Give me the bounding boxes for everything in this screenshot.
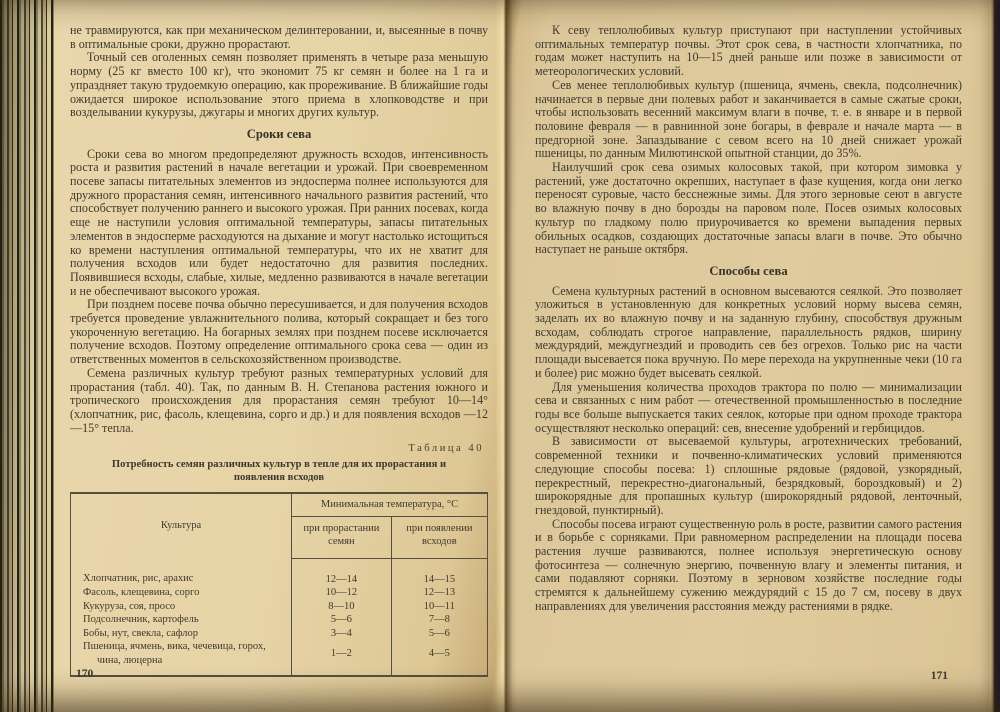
- table-number-label: Таблица 40: [408, 443, 484, 455]
- paragraph: Сев менее теплолюбивых культур (пшеница, ячмень, свекла, подсолнечник) начинается в первые дни полевых работ и заканчивается в самые сжатые сроки, чтобы использовать весенний максимум влаги в почве, т. е. в январе и в первой половине февраля — в равнинной зоне богары, в феврале и начале марта — в предгорной зоне. Запаздывание с севом всего на 10 дней снижает урожай пшеницы, по данным Милютинской опытной станции, до 35%.: [535, 77, 962, 161]
- table-row: [71, 586, 488, 600]
- cell-emergence: 7—8: [428, 614, 450, 626]
- paragraph: Для уменьшения количества проходов трактора по полю — минимализации сева и связанных с ним работ — отечественной промышленностью в последние годы все больше выпускается таких сеялок, которые при одном проходе трактора осуществляют несколько операций: сев, внесение удобрений и гербицидов.: [535, 379, 962, 435]
- table-row: [71, 613, 488, 627]
- section-heading-sposoby-seva: Способы сева: [709, 263, 788, 278]
- paragraph: Точный сев оголенных семян позволяет применять в четыре раза меньшую норму (25 кг вместо 100 кг), что экономит 75 кг семян и более на 1 га и упраздняет такую трудоемкую операцию, как прореживание. В ближайшие годы ожидается широкое использование этого приема в хлопководстве и при возделывании кукурузы, джугары и многих других культур.: [70, 50, 488, 120]
- table-row: [71, 627, 488, 641]
- cell-culture: Пшеница, ячмень, вика, чечевица, горох, чина, люцерна: [71, 640, 292, 676]
- section-heading-sroki-seva: Сроки сева: [246, 126, 312, 141]
- table-header-row: [71, 493, 488, 516]
- cell-emergence: 14—15: [423, 573, 456, 585]
- paragraph: Семена культурных растений в основном высеваются сеялкой. Это позволяет уложиться в установленную для конкретных условий норму высева семян, заделать их во влажную почву и на заданную глубину, способствуя дружным всходам, соблюдать строгое направление, параллельность рядков, ширину междурядий, междугнездий и проводить сев без огрехов. Только рис на части площади высевается пока вручную. По мере перехода на укрупненные чеки (10 га и более) рис можно будет высевать сеялкой.: [535, 283, 962, 380]
- cell-culture: Хлопчатник, рис, арахис: [71, 558, 292, 586]
- cell-germination: 10—12: [292, 586, 392, 600]
- cell-culture: Подсолнечник, картофель: [71, 613, 292, 627]
- cell-emergence: 4—5: [428, 647, 450, 659]
- paragraph: не травмируются, как при механическом делинтеровании, и, высеянные в почву в оптимальные сроки, дружно прорастают.: [70, 23, 488, 51]
- column-header-germination: при прорастании семян: [292, 516, 392, 558]
- book-cover-edge: [990, 0, 1000, 712]
- cell-germination: 5—6: [292, 613, 392, 627]
- paragraph: Способы посева играют существенную роль в росте, развитии самого растения и в борьбе с сорняками. При равномерном распределении на площади посева растения лучше развиваются, полнее используя энергетическую основу фотосинтеза — солнечную энергию, почвенную влагу и элементы питания, и сами подавляют сорняки. Поэтому в зерновом хозяйстве последние годы стремятся к дальнейшему сужению междурядий с 15 до 7 см, посеву в двух направлениях для увеличения расстояния между растениями в рядке.: [535, 516, 962, 613]
- paragraph: В зависимости от высеваемой культуры, агротехнических требований, современной техники и почвенно-климатических условий применяются следующие способы посева: 1) сплошные рядовые (рядовой, узкорядный, перекрестный, перекрестно-диагональный, безрядковый, бороздковый) и 2) широкорядные для пропашных культур (широкорядный рядовой, ленточный, гнездовой, пунктирный).: [535, 434, 962, 517]
- column-header-culture: Культура: [71, 493, 292, 558]
- right-page: [505, 0, 990, 712]
- stacked-page-edges: [0, 0, 54, 712]
- paragraph: Сроки сева во многом предопределяют дружность всходов, интенсивность роста и развития растений в начале вегетации и урожай. При своевременном посеве запасы питательных элементов из эндосперма полнее используются для дружного прорастания семян, интенсивного начального развития растений, что способствует получению раннего и высокого урожая. При ранних посевах, когда еще не наступили условия оптимальной температуры, запасы питательных элементов в эндосперме расходуются на дыхание и могут настолько истощиться ко времени наступления оптимальной температуры, что их не хватит для получения всходов или будет недостаточно для развития последних. Появившиеся всходы, слабые, хилые, медленно развиваются в начале вегетации и не обеспечивают высокого урожая.: [70, 146, 488, 298]
- cell-culture: Кукуруза, соя, просо: [71, 600, 292, 614]
- paragraph: Наилучший срок сева озимых колосовых такой, при котором зимовка у растений, уже достаточно окрепших, наступает в фазе кущения, когда они легко переносят суровые, часто бесснежные зимы. Для этого зерновые сеют в августе во влажную почву в дно борозды на паровом поле. Посев озимых колосовых культур по гладкому полю приурочивается ко времени выпадения первых обильных осадков, создающих достаточные запасы влаги в почве. Это обычно наступает не раньше октября.: [535, 160, 962, 257]
- table-row: [71, 640, 488, 676]
- cell-germination: 8—10: [292, 600, 392, 614]
- paragraph: К севу теплолюбивых культур приступают при наступлении устойчивых оптимальных температур почвы. Этот срок сева, в частности хлопчатника, по годам может наступить на 10—15 дней раньше или позже в зависимости от метеорологических условий.: [535, 23, 962, 79]
- table-row: [71, 558, 488, 586]
- table-row: [71, 600, 488, 614]
- cell-culture: Фасоль, клещевина, сорго: [71, 586, 292, 600]
- column-header-temperature-group: Минимальная температура, °С: [292, 493, 488, 516]
- paragraph: При позднем посеве почва обычно пересушивается, и для получения всходов требуется проведение увлажнительного полива, который сокращает и без того укороченную вегетацию. На богарных землях при позднем посеве исключается получение всходов. Поэтому определение оптимального срока сева — один из ответственных моментов в сельскохозяйственном производстве.: [70, 297, 488, 367]
- cell-emergence: 10—11: [423, 600, 455, 612]
- cell-emergence: 12—13: [423, 587, 456, 599]
- paragraph: Семена различных культур требуют разных температурных условий для прорастания (табл. 40). Так, по данным В. Н. Степанова растения южного и тропического происхождения для прорастания семян требуют 10—14° (хлопчатник, рис, фасоль, клещевина, сорго и др.) и для появления всходов —12—15° тепла.: [70, 365, 488, 435]
- cell-germination: 3—4: [292, 627, 392, 641]
- cell-culture: Бобы, нут, свекла, сафлор: [71, 627, 292, 641]
- page-number-left: 170: [76, 668, 94, 681]
- germination-temperature-table: [70, 492, 488, 677]
- left-page: [54, 0, 505, 712]
- cell-germination: 1—2: [292, 640, 392, 676]
- table-caption: Потребность семян различных культур в тепле для их прорастания и появления всходов: [111, 459, 447, 484]
- column-header-emergence: при появлении всходов: [391, 516, 487, 558]
- cell-emergence: 5—6: [428, 627, 450, 639]
- page-number-right: 171: [930, 670, 948, 683]
- cell-germination: 12—14: [292, 558, 392, 586]
